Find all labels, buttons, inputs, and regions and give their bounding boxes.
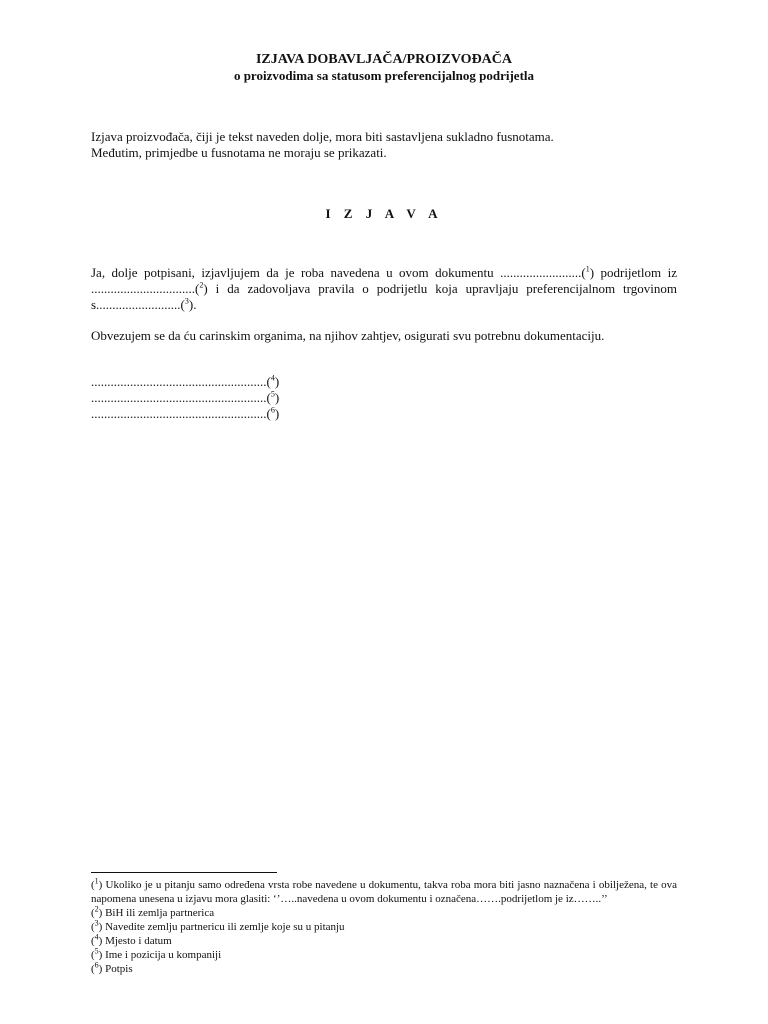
footnote-2 bbox=[91, 906, 677, 920]
title-block bbox=[0, 51, 768, 84]
place-date-close: ) bbox=[274, 374, 280, 389]
footnote-1-number: 1 bbox=[94, 876, 99, 886]
footnote-6-open: ( bbox=[91, 963, 95, 975]
intro-line-2: Međutim, primjedbe u fusnotama ne moraju se prikazati. bbox=[91, 145, 387, 160]
footnote-4-open: ( bbox=[91, 935, 95, 947]
document-subtitle: o proizvodima sa statusom preferencijalnog podrijetla bbox=[233, 68, 535, 83]
declaration-text-3: ) i da zadovoljava pravila o podrijetlu koja upravljaju preferencijalnom trgovinom s..........................( bbox=[91, 281, 677, 312]
obligation-paragraph: Obvezujem se da ću carinskim organima, na njihov zahtjev, osigurati svu potrebnu dokumentaciju. bbox=[91, 328, 605, 343]
declaration-text-1: Ja, dolje potpisani, izjavljujem da je roba navedena u ovom dokumentu .........................( bbox=[91, 265, 586, 280]
footnote-6 bbox=[91, 962, 677, 976]
footnote-3 bbox=[91, 920, 677, 934]
footnote-2-text: ) BiH ili zemlja partnerica bbox=[98, 907, 215, 919]
footnote-separator bbox=[91, 872, 277, 873]
footnote-ref-4: 4 bbox=[270, 373, 275, 383]
footnotes bbox=[91, 878, 677, 976]
signature-dots: ......................................................( bbox=[91, 406, 271, 421]
footnote-3-number: 3 bbox=[94, 918, 99, 928]
footnote-5-text: ) Ime i pozicija u kompaniji bbox=[98, 949, 222, 961]
signature-lines bbox=[91, 374, 491, 422]
footnote-2-number: 2 bbox=[94, 904, 99, 914]
signature-close: ) bbox=[274, 406, 280, 421]
name-position-close: ) bbox=[274, 390, 280, 405]
footnote-4-text: ) Mjesto i datum bbox=[98, 935, 172, 947]
intro-line-1: Izjava proizvođača, čiji je tekst naveden dolje, mora biti sastavljena sukladno fusnotama. bbox=[91, 129, 554, 144]
name-position-dots: ......................................................( bbox=[91, 390, 271, 405]
place-date-line bbox=[91, 374, 491, 390]
footnote-1 bbox=[91, 878, 677, 906]
footnote-5-open: ( bbox=[91, 949, 95, 961]
footnote-ref-5: 5 bbox=[270, 389, 275, 399]
declaration-paragraph bbox=[91, 265, 677, 313]
name-position-line bbox=[91, 390, 491, 406]
footnote-ref-1: 1 bbox=[585, 264, 590, 274]
section-heading: I Z J A V A bbox=[325, 206, 443, 221]
footnote-ref-3: 3 bbox=[184, 296, 189, 306]
footnote-4-number: 4 bbox=[94, 932, 99, 942]
footnote-ref-2: 2 bbox=[199, 280, 204, 290]
signature-line bbox=[91, 406, 491, 422]
declaration-text-2: ) podrijetlom iz ................................( bbox=[91, 265, 678, 296]
footnote-3-text: ) Navedite zemlju partnericu ili zemlje koje su u pitanju bbox=[98, 921, 345, 933]
footnote-1-open: ( bbox=[91, 879, 95, 891]
place-date-dots: ......................................................( bbox=[91, 374, 271, 389]
intro-paragraph bbox=[91, 129, 681, 161]
footnote-5 bbox=[91, 948, 677, 962]
footnote-1-text: ) Ukoliko je u pitanju samo određena vrsta robe navedene u dokumentu, takva roba mora biti jasno naznačena i obilježena, te ova napomena unesena u izjavu mora glasiti: ‘’…..navedena u ovom dokumentu i označena…….podrijetlom je iz……..’’ bbox=[91, 879, 677, 905]
declaration-text-4: ). bbox=[188, 297, 197, 312]
footnote-6-text: ) Potpis bbox=[98, 963, 133, 975]
footnote-3-open: ( bbox=[91, 921, 95, 933]
footnote-5-number: 5 bbox=[94, 946, 99, 956]
document-title: IZJAVA DOBAVLJAČA/PROIZVOĐAČA bbox=[255, 52, 513, 67]
footnote-4 bbox=[91, 934, 677, 948]
footnote-2-open: ( bbox=[91, 907, 95, 919]
footnote-ref-6: 6 bbox=[270, 405, 275, 415]
footnote-6-number: 6 bbox=[94, 960, 99, 970]
